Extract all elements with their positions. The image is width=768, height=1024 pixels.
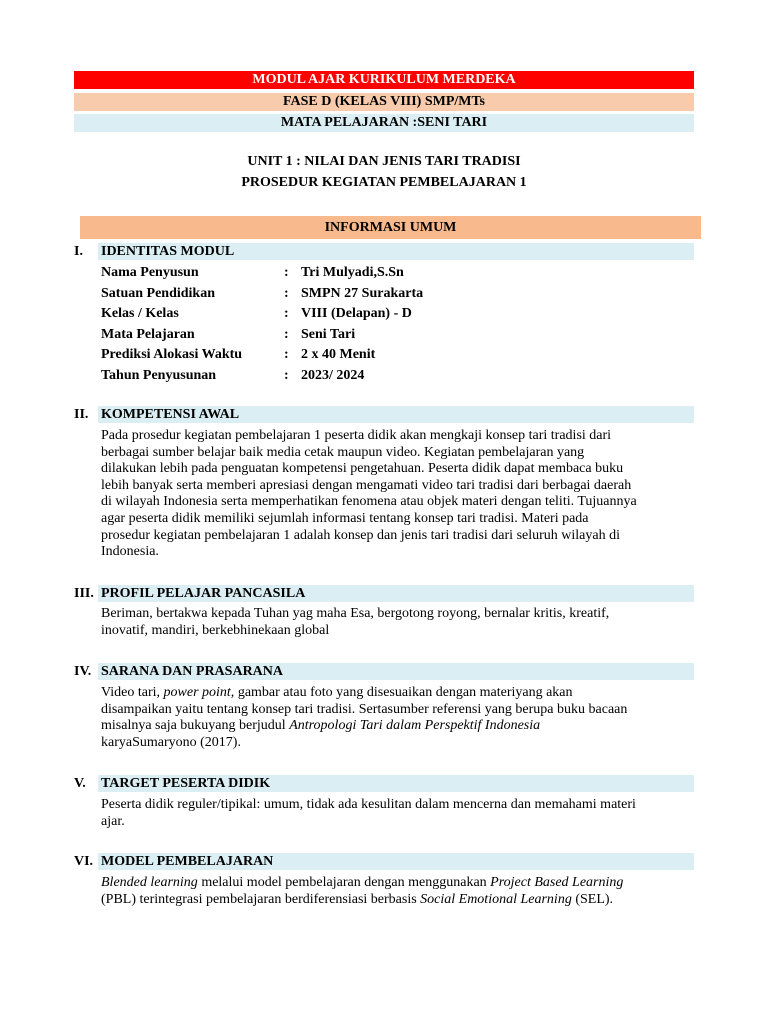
identity-row-kelas	[101, 305, 701, 325]
identity-value: VIII (Delapan) - D	[301, 306, 412, 321]
text-run: (PBL) terintegrasi pembelajaran berdiferensiasi berbasis	[101, 891, 421, 907]
text-line	[101, 718, 699, 735]
text-line	[101, 892, 699, 909]
identity-colon: :	[284, 285, 289, 301]
identity-colon: :	[284, 347, 289, 362]
text-run: Video tari,	[101, 685, 164, 700]
identity-colon: :	[284, 326, 289, 342]
text-line: di wilayah Indonesia serta memperhatikan fenomena atau objek materi dengan teliti. Tujuannya	[101, 494, 637, 510]
section-number: II.	[74, 407, 89, 422]
section-number: VI.	[74, 854, 94, 869]
text-line: inovatif, mandiri, berkebhinekaan global	[101, 622, 330, 638]
text-line: Beriman, bertakwa kepada Tuhan yag maha Esa, bergotong royong, bernalar kritis, kreatif,	[101, 606, 610, 621]
text-run: melalui model pembelajaran dengan menggunakan	[197, 875, 491, 890]
text-run: misalnya saja bukuyang berjudul	[101, 718, 290, 734]
section-number: III.	[74, 586, 94, 601]
identity-row-penyusun	[101, 264, 701, 284]
section-model-pembelajaran	[74, 853, 694, 870]
model-paragraph	[101, 875, 699, 908]
identity-colon: :	[284, 306, 289, 321]
identity-row-satuan	[101, 285, 701, 305]
section-profil-pelajar	[74, 585, 694, 602]
italic-run: Blended learning	[101, 875, 198, 890]
text-line: dilakukan lebih pada penguatan kompetensi pengetahuan. Peserta didik dapat membaca buku	[101, 461, 624, 477]
identity-label: Prediksi Alokasi Waktu	[101, 347, 243, 362]
text-line: Indonesia.	[101, 544, 159, 560]
identity-row-alokasi	[101, 346, 701, 366]
text-line: ajar.	[101, 813, 125, 829]
section-number: IV.	[74, 664, 92, 679]
subject-heading: MATA PELAJARAN :SENI TARI	[74, 114, 694, 132]
identity-label: Tahun Penyusunan	[101, 367, 217, 383]
section-title: TARGET PESERTA DIDIK	[101, 776, 271, 791]
text-line: prosedur kegiatan pembelajaran 1 adalah konsep dan jenis tari tradisi dari seluruh wilayah di	[101, 527, 620, 543]
italic-run: Project Based Learning	[490, 875, 624, 890]
identity-value: Seni Tari	[301, 326, 356, 342]
identity-value: SMPN 27 Surakarta	[301, 285, 424, 301]
text-line: karyaSumaryono (2017).	[101, 734, 241, 750]
identity-label: Mata Pelajaran	[101, 326, 195, 342]
identity-value: 2 x 40 Menit	[301, 347, 376, 362]
text-line: Pada prosedur kegiatan pembelajaran 1 peserta didik akan mengkaji konsep tari tradisi dari	[101, 428, 612, 443]
unit-title: UNIT 1 : NILAI DAN JENIS TARI TRADISI	[247, 154, 521, 169]
section-title: KOMPETENSI AWAL	[101, 407, 240, 422]
identity-value: Tri Mulyadi,S.Sn	[301, 265, 404, 280]
section-title: MODEL PEMBELAJARAN	[101, 854, 274, 869]
identity-row-mapel	[101, 326, 701, 346]
identity-value: 2023/ 2024	[301, 367, 365, 383]
text-line: lebih banyak serta memberi apresiasi dengan mengamati video tari tradisi dari berbagai daerah	[101, 477, 632, 493]
identity-label: Nama Penyusun	[101, 265, 199, 280]
text-line: Peserta didik reguler/tipikal: umum, tidak ada kesulitan dalam mencerna dan memahami materi	[101, 797, 636, 812]
text-line: disampaikan yaitu tentang konsep tari tradisi. Sertasumber referensi yang berupa buku bacaan	[101, 701, 628, 717]
section-title: PROFIL PELAJAR PANCASILA	[101, 586, 306, 601]
module-title: MODUL AJAR KURIKULUM MERDEKA	[74, 71, 694, 89]
text-line: berbagai sumber belajar baik media cetak maupun video. Kegiatan pembelajaran yang	[101, 444, 585, 460]
section-kompetensi-awal	[74, 406, 694, 423]
section-number: I.	[74, 244, 83, 259]
text-run: gambar atau foto yang disesuaikan dengan materiyang akan	[234, 685, 573, 700]
text-run: (SEL).	[571, 891, 614, 907]
identity-label: Satuan Pendidikan	[101, 285, 215, 301]
book-title: Antropologi Tari dalam Perspektif Indonesia	[289, 718, 541, 734]
procedure-title: PROSEDUR KEGIATAN PEMBELAJARAN 1	[241, 175, 527, 190]
italic-run: power point,	[163, 685, 235, 700]
phase-heading: FASE D (KELAS VIII) SMP/MTs	[74, 93, 694, 111]
profil-paragraph	[101, 606, 699, 639]
identity-colon: :	[284, 265, 289, 280]
identity-colon: :	[284, 367, 289, 383]
identity-label: Kelas / Kelas	[101, 306, 179, 321]
text-line: agar peserta didik memiliki sejumlah informasi tentang konsep tari tradisi. Materi pada	[101, 510, 589, 526]
section-title: IDENTITAS MODUL	[101, 244, 235, 259]
italic-run: Social Emotional Learning	[420, 891, 572, 907]
general-info-heading: INFORMASI UMUM	[80, 216, 701, 239]
section-number: V.	[74, 776, 86, 791]
text-line	[101, 875, 699, 892]
target-paragraph	[101, 797, 699, 830]
section-target-peserta	[74, 775, 694, 792]
kompetensi-paragraph	[101, 428, 699, 561]
section-identitas-modul	[74, 243, 694, 260]
sarana-paragraph	[101, 685, 699, 751]
text-line	[101, 685, 699, 702]
identity-row-tahun	[101, 367, 701, 387]
section-sarana-prasarana	[74, 663, 694, 680]
section-title: SARANA DAN PRASARANA	[101, 664, 284, 679]
